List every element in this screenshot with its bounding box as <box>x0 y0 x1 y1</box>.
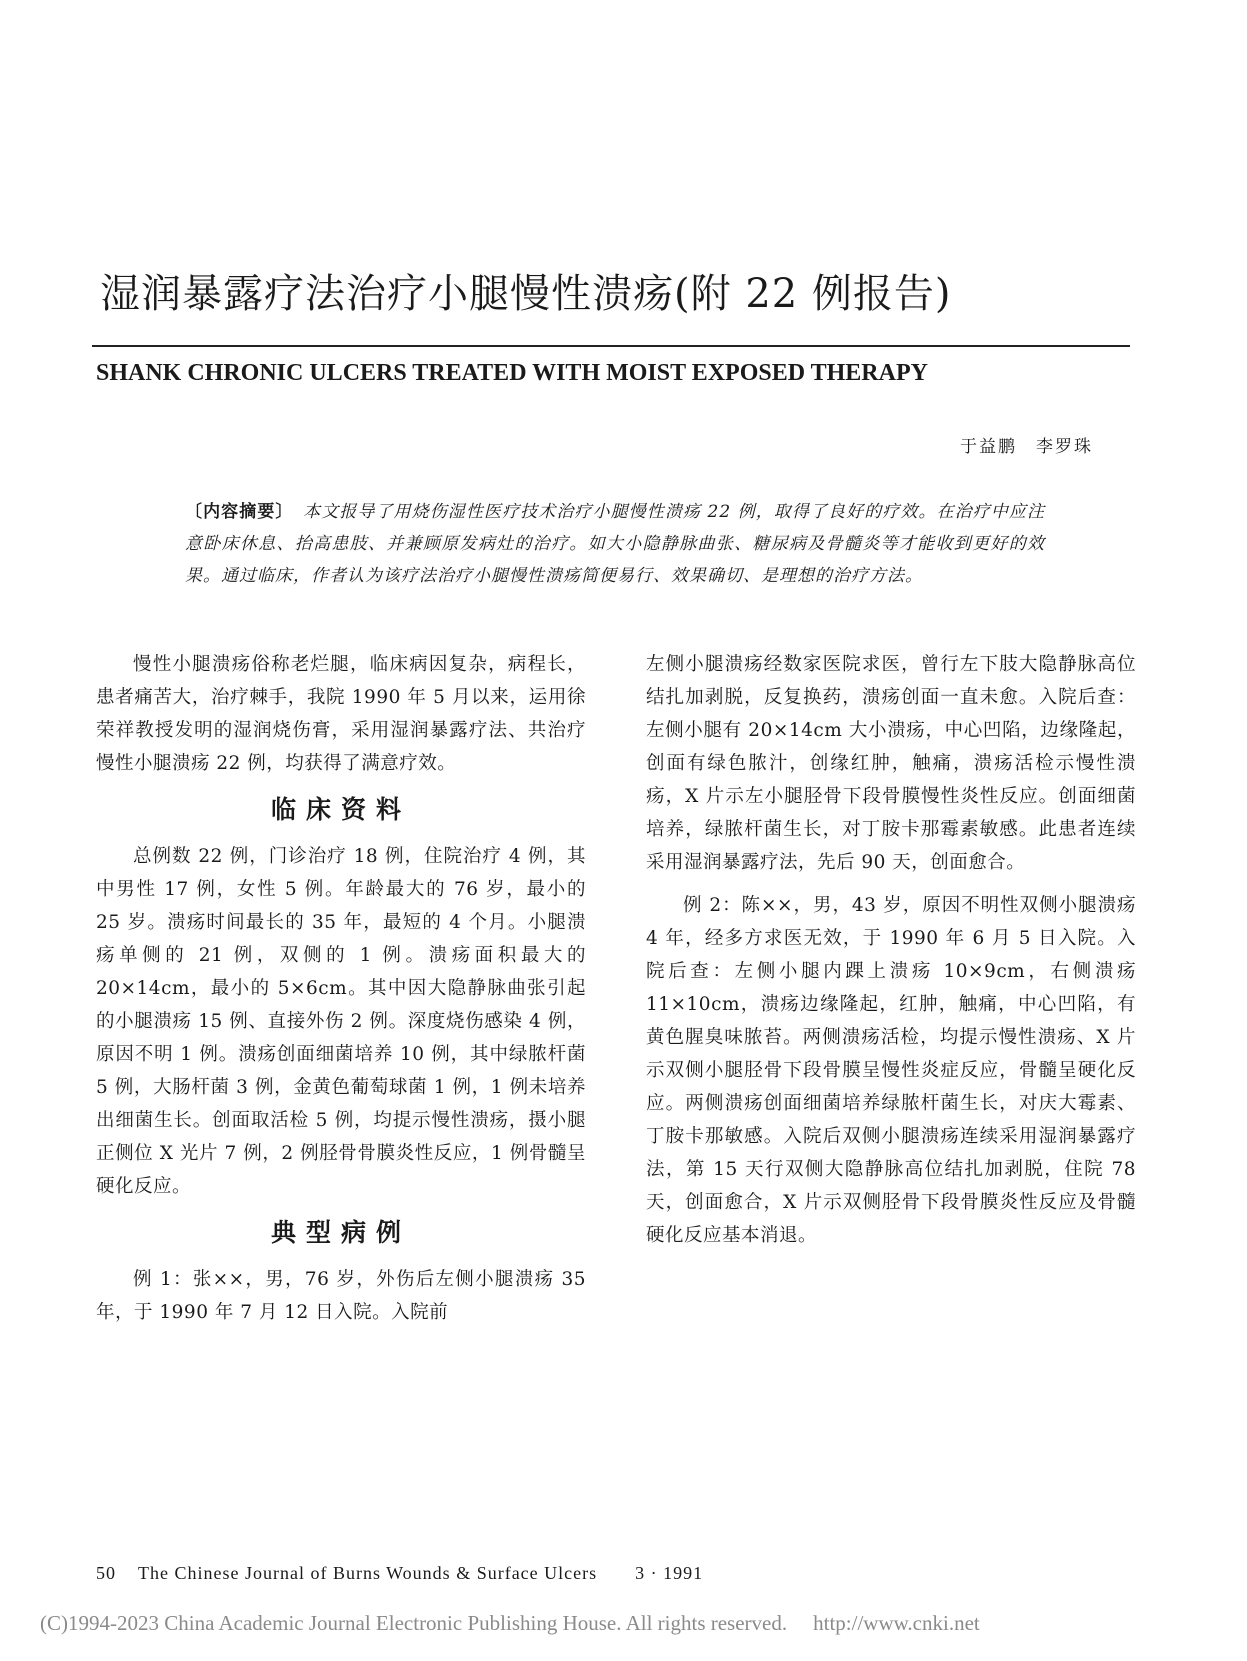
section-heading-clinical-data: 临床资料 <box>270 795 411 824</box>
copyright-url: http://www.cnki.net <box>813 1611 980 1635</box>
journal-name: The Chinese Journal of Burns Wounds & Surface Ulcers <box>138 1563 598 1583</box>
case1-paragraph-continued: 左侧小腿溃疡经数家医院求医，曾行左下肢大隐静脉高位结扎加剥脱，反复换药，溃疡创面一直未愈。入院后查：左侧小腿有 20×14cm 大小溃疡，中心凹陷，边缘隆起，创面有绿色脓汁，创缘红肿，触痛，溃疡活检示慢性溃疡，X 片示左小腿胫骨下段骨膜慢性炎性反应。创面细菌培养，绿脓杆菌生长，对丁胺卡那霉素敏感。此患者连续采用湿润暴露疗法，先后 90 天，创面愈合。 <box>646 654 1136 873</box>
authors: 于益鹏 李罗珠 <box>960 437 1093 457</box>
copyright-notice <box>40 1611 980 1636</box>
copyright-text: (C)1994-2023 China Academic Journal Electronic Publishing House. All rights reserved. <box>40 1611 788 1635</box>
left-column <box>96 648 586 1329</box>
journal-issue: 3 · 1991 <box>635 1563 704 1583</box>
title-divider <box>92 345 1130 347</box>
page-number: 50 <box>96 1563 116 1583</box>
right-column <box>646 648 1136 1252</box>
section-heading-typical-cases: 典型病例 <box>270 1218 411 1247</box>
intro-paragraph: 慢性小腿溃疡俗称老烂腿，临床病因复杂，病程长，患者痛苦大，治疗棘手，我院 1990 年 5 月以来，运用徐荣祥教授发明的湿润烧伤膏，采用湿润暴露疗法、共治疗慢性小腿溃疡 22 例，均获得了满意疗效。 <box>96 654 586 774</box>
clinical-data-paragraph: 总例数 22 例，门诊治疗 18 例，住院治疗 4 例，其中男性 17 例，女性 5 例。年龄最大的 76 岁，最小的 25 岁。溃疡时间最长的 35 年，最短的 4 个月。小腿溃疡单侧的 21 例，双侧的 1 例。溃疡面积最大的 20×14cm，最小的 5×6cm。其中因大隐静脉曲张引起的小腿溃疡 15 例、直接外伤 2 例。深度烧伤感染 4 例，原因不明 1 例。溃疡创面细菌培养 10 例，其中绿脓杆菌 5 例，大肠杆菌 3 例，金黄色葡萄球菌 1 例，1 例未培养出细菌生长。创面取活检 5 例，均提示慢性溃疡，摄小腿正侧位 X 光片 7 例，2 例胫骨骨膜炎性反应，1 例骨髓呈硬化反应。 <box>96 846 586 1197</box>
abstract <box>185 496 1045 592</box>
abstract-text: 本文报导了用烧伤湿性医疗技术治疗小腿慢性溃疡 22 例，取得了良好的疗效。在治疗中应注意卧床休息、抬高患肢、并兼顾原发病灶的治疗。如大小隐静脉曲张、糖尿病及骨髓炎等才能收到更好的效果。通过临床，作者认为该疗法治疗小腿慢性溃疡简便易行、效果确切、是理想的治疗方法。 <box>185 502 1045 586</box>
case2-paragraph: 例 2：陈××，男，43 岁，原因不明性双侧小腿溃疡 4 年，经多方求医无效，于 1990 年 6 月 5 日入院。入院后查：左侧小腿内踝上溃疡 10×9cm，右侧溃疡 11×10cm，溃疡边缘隆起，红肿，触痛，中心凹陷，有黄色腥臭味脓苔。两侧溃疡活检，均提示慢性溃疡、X 片示双侧小腿胫骨下段骨膜呈慢性炎症反应，骨髓呈硬化反应。两侧溃疡创面细菌培养绿脓杆菌生长，对庆大霉素、丁胺卡那敏感。入院后双侧小腿溃疡连续采用湿润暴露疗法，第 15 天行双侧大隐静脉高位结扎加剥脱，住院 78 天，创面愈合，X 片示双侧胫骨下段骨膜炎性反应及骨髓硬化反应基本消退。 <box>646 895 1136 1246</box>
article-title-english: SHANK CHRONIC ULCERS TREATED WITH MOIST EXPOSED THERAPY <box>96 360 928 386</box>
page-footer <box>96 1563 703 1584</box>
case1-paragraph-start: 例 1：张××，男，76 岁，外伤后左侧小腿溃疡 35 年，于 1990 年 7 月 12 日入院。入院前 <box>96 1269 586 1323</box>
article-title-chinese: 湿润暴露疗法治疗小腿慢性溃疡(附 22 例报告) <box>100 271 952 317</box>
abstract-label: 〔内容摘要〕 <box>185 502 286 522</box>
